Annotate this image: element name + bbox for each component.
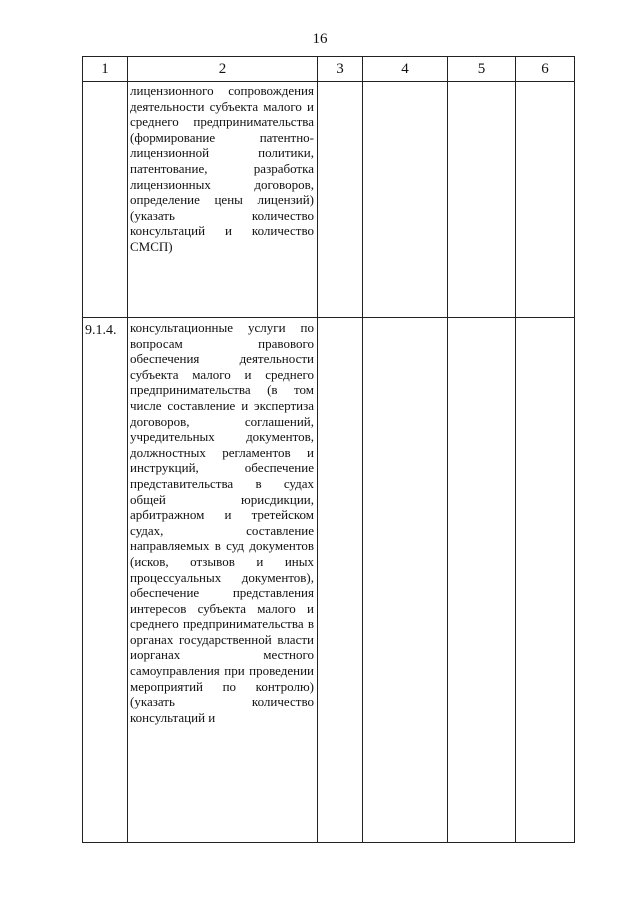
column-header-1: 1 [83, 57, 128, 82]
column-3-cell [318, 318, 363, 843]
column-header-5: 5 [448, 57, 516, 82]
column-header-6: 6 [516, 57, 575, 82]
column-header-3: 3 [318, 57, 363, 82]
column-5-cell [448, 82, 516, 318]
table-header-row [83, 57, 575, 82]
table-row [83, 82, 575, 318]
document-table [82, 56, 575, 843]
item-number-cell: 9.1.4. [83, 318, 128, 843]
column-header-2: 2 [128, 57, 318, 82]
column-5-cell [448, 318, 516, 843]
column-4-cell [363, 82, 448, 318]
column-6-cell [516, 82, 575, 318]
page-number: 16 [312, 31, 328, 47]
table-row [83, 318, 575, 843]
column-header-4: 4 [363, 57, 448, 82]
column-6-cell [516, 318, 575, 843]
column-4-cell [363, 318, 448, 843]
item-number-cell [83, 82, 128, 318]
column-3-cell [318, 82, 363, 318]
item-description-cell: лицензионного сопровождения деятельности субъекта малого и среднего предпринимательства (формирование патентно-лицензионной политики, патентование, разработка лицензионных договоров, определение цены лицензий) (указать количество консультаций и количество СМСП) [128, 82, 318, 318]
item-description-cell: консультационные услуги по вопросам правового обеспечения деятельности субъекта малого и среднего предпринимательства (в том числе составление и экспертиза договоров, соглашений, учредительных документов, должностных регламентов и инструкций, обеспечение представительства в судах общей юрисдикции, арбитражном и третейском судах, составление направляемых в суд документов (исков, отзывов и иных процессуальных документов), обеспечение представления интересов субъекта малого и среднего предпринимательства в органах государственной власти иорганах местного самоуправления при проведении мероприятий по контролю) (указать количество консультаций и [128, 318, 318, 843]
